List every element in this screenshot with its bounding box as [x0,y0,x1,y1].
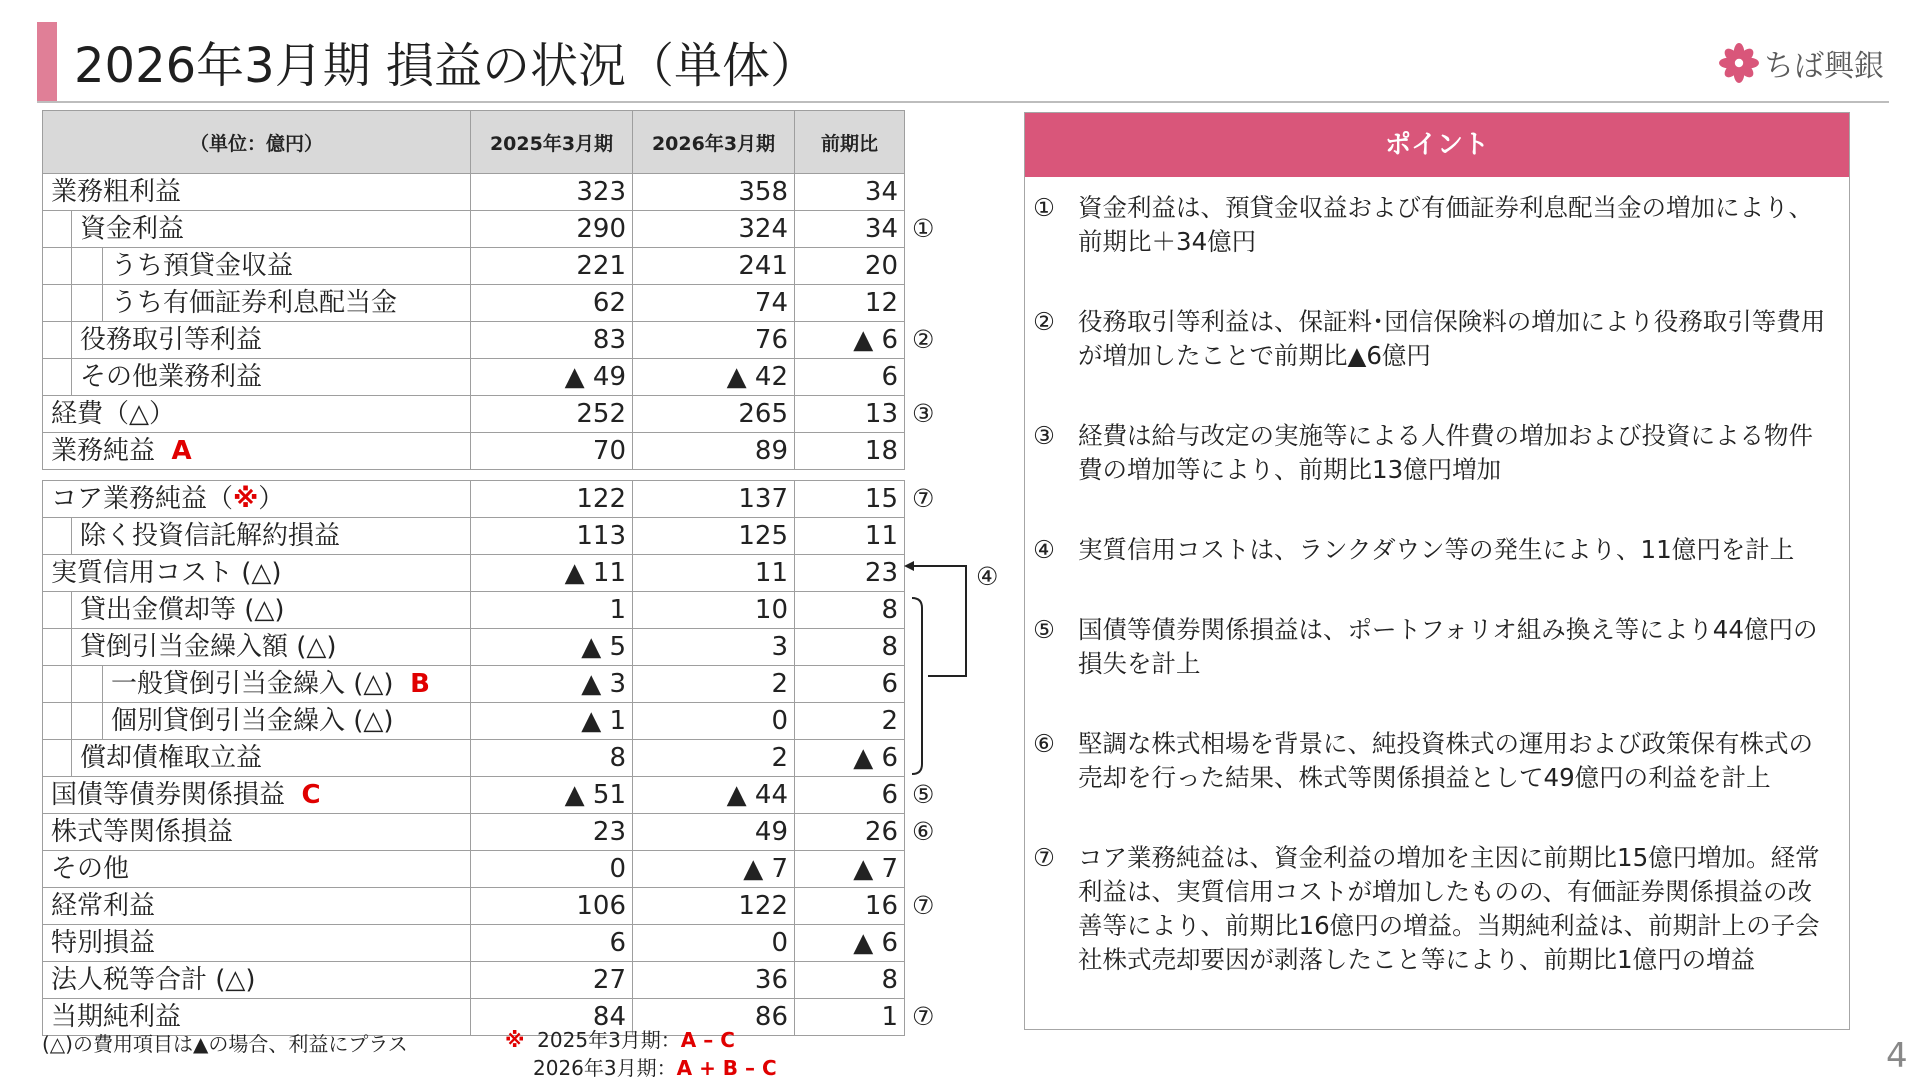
row-mark: ① [912,214,935,243]
fy2026-value: ▲ 44 [633,777,795,814]
footnote-formula [505,1026,777,1082]
table-row [43,888,905,925]
yoy-value: 12 [795,285,905,322]
fy2026-value: 358 [633,174,795,211]
yoy-value: ▲ 6 [795,322,905,359]
formula-2025-label: 2025年3月期： [537,1028,681,1052]
fy2025-value: 252 [471,396,633,433]
point-number: ④ [1033,535,1055,564]
yoy-value: 34 [795,174,905,211]
point-text: 実質信用コストは、ランクダウン等の発生により、11億円を計上 [1078,535,1795,564]
row-label: 償却債権取立益 [80,743,263,773]
point-number: ① [1033,193,1055,222]
row-mark: ⑦ [912,1002,935,1031]
row-mark: ⑦ [912,891,935,920]
point-item [1033,841,1833,977]
point-item [1033,727,1833,795]
row-label: 個別貸倒引当金繰入 (△) [111,706,394,736]
row-label: 特別損益 [51,928,156,958]
table-row [43,777,905,814]
row-mark: ⑦ [912,484,935,513]
point-item [1033,533,1833,567]
title-accent-bar [37,22,57,102]
row-label: その他 [51,854,130,884]
point-number: ⑦ [1033,843,1055,872]
income-table [42,110,905,1036]
fy2026-value: 122 [633,888,795,925]
row-label: 貸出金償却等 (△) [80,595,285,625]
point-text: コア業務純益は、資金利益の増加を主因に前期比15億円増加。経常利益は、実質信用コストが増加したものの、有価証券関係損益の改善等により、前期比16億円の増益。当期純利益は、前期計上の子会社株式売却要因が剥落したこと等により、前期比1億円の増益 [1078,843,1820,974]
footnote-cost-note: (△)の費用項目は▲の場合、利益にプラス [42,1032,408,1056]
unit-header: （単位：億円） [43,111,471,174]
table-row [43,174,905,211]
yoy-value: 6 [795,666,905,703]
fy2026-value: 3 [633,629,795,666]
fy2026-value: 10 [633,592,795,629]
fy2026-value: 76 [633,322,795,359]
fy2025-value: 290 [471,211,633,248]
fy2026-value: 324 [633,211,795,248]
row-tag: B [410,669,430,699]
yoy-value: 1 [795,999,905,1036]
table-row [43,396,905,433]
row-label: 法人税等合計 (△) [51,965,256,995]
point-item [1033,419,1833,487]
table-row [43,359,905,396]
table-row [43,285,905,322]
page-title: 2026年3月期 損益の状況（単体） [74,38,818,94]
fy2026-value: 0 [633,703,795,740]
fy2026-value: 265 [633,396,795,433]
table-row [43,555,905,592]
fy2026-value: ▲ 7 [633,851,795,888]
yoy-value: 20 [795,248,905,285]
table-row [43,740,905,777]
point-number: ⑥ [1033,729,1055,758]
yoy-value: 13 [795,396,905,433]
row-label: うち有価証券利息配当金 [111,288,398,318]
yoy-value: ▲ 6 [795,925,905,962]
point-text: 経費は給与改定の実施等による人件費の増加および投資による物件費の増加等により、前期比13億円増加 [1078,421,1813,484]
yoy-value: 2 [795,703,905,740]
fy2026-header: 2026年3月期 [633,111,795,174]
formula-2026-label: 2026年3月期： [533,1056,677,1080]
table-row [43,851,905,888]
point-item [1033,191,1833,259]
fy2025-value: ▲ 11 [471,555,633,592]
row-mark: ② [912,325,935,354]
table-row [43,248,905,285]
row-label: 経費（△） [51,399,175,429]
yoy-value: ▲ 7 [795,851,905,888]
row-label: 業務純益 [51,436,156,466]
company-logo [1718,38,1884,88]
table-row [43,666,905,703]
row-mark: ⑤ [912,780,935,809]
row-label: 当期純利益 [51,1002,182,1032]
fy2025-value: ▲ 3 [471,666,633,703]
table-row [43,814,905,851]
row-label: 除く投資信託解約損益 [80,521,341,551]
row-label: 国債等債券関係損益 [51,780,286,810]
credit-cost-bracket [900,560,970,780]
fy2025-value: 0 [471,851,633,888]
point-number: ② [1033,307,1055,336]
fy2026-value: ▲ 42 [633,359,795,396]
row-mark: ⑥ [912,817,935,846]
fy2026-value: 241 [633,248,795,285]
row-label: うち預貸金収益 [111,251,294,281]
fy2025-value: 62 [471,285,633,322]
point-text: 資金利益は、預貸金収益および有価証券利息配当金の増加により、前期比＋34億円 [1078,193,1813,256]
table-row [43,518,905,555]
yoy-value: 8 [795,629,905,666]
yoy-value: 16 [795,888,905,925]
yoy-value: 34 [795,211,905,248]
yoy-value: 11 [795,518,905,555]
points-header: ポイント [1025,113,1849,177]
row-tag: C [301,780,321,810]
yoy-value: ▲ 6 [795,740,905,777]
table-row [43,481,905,518]
yoy-value: 18 [795,433,905,470]
fy2025-value: 106 [471,888,633,925]
fy2026-value: 74 [633,285,795,322]
row-label-end: ） [258,484,285,514]
table-row [43,962,905,999]
fy2025-value: 70 [471,433,633,470]
row-label: 資金利益 [80,214,185,244]
yoy-value: 23 [795,555,905,592]
point-number: ③ [1033,421,1055,450]
point-number: ⑤ [1033,615,1055,644]
points-panel [1024,112,1850,1030]
fy2026-value: 86 [633,999,795,1036]
fy2025-value: 6 [471,925,633,962]
table-row [43,592,905,629]
row-tag: ※ [233,484,259,514]
fy2025-value: 323 [471,174,633,211]
fy2026-value: 2 [633,666,795,703]
fy2025-value: 8 [471,740,633,777]
row-label: 株式等関係損益 [51,817,234,847]
row-label: 一般貸倒引当金繰入 (△) [111,669,394,699]
fy2025-value: ▲ 1 [471,703,633,740]
fy2026-value: 11 [633,555,795,592]
fy2026-value: 137 [633,481,795,518]
yoy-value: 26 [795,814,905,851]
fy2026-value: 89 [633,433,795,470]
table-row [43,629,905,666]
row-label: 経常利益 [51,891,156,921]
table-header-row [43,111,905,174]
fy2025-header: 2025年3月期 [471,111,633,174]
page-number: 4 [1886,1036,1908,1076]
fy2026-value: 49 [633,814,795,851]
yoy-value: 8 [795,962,905,999]
row-label: 貸倒引当金繰入額 (△) [80,632,337,662]
fy2026-value: 36 [633,962,795,999]
row-mark: ③ [912,399,935,428]
fy2025-value: ▲ 51 [471,777,633,814]
fy2025-value: 1 [471,592,633,629]
fy2025-value: ▲ 5 [471,629,633,666]
row-label: 業務粗利益 [51,177,182,207]
fy2026-value: 0 [633,925,795,962]
table-row [43,211,905,248]
yoy-value: 15 [795,481,905,518]
fy2025-value: 122 [471,481,633,518]
formula-2026: A + B – C [676,1056,777,1080]
fy2025-value: ▲ 49 [471,359,633,396]
fy2025-value: 83 [471,322,633,359]
yoy-header: 前期比 [795,111,905,174]
fy2025-value: 221 [471,248,633,285]
formula-2025: A – C [680,1028,735,1052]
row-label: コア業務純益（ [51,484,234,514]
row-label: 実質信用コスト (△) [51,558,282,588]
point-text: 堅調な株式相場を背景に、純投資株式の運用および政策保有株式の売却を行った結果、株式等関係損益として49億円の利益を計上 [1078,729,1813,792]
kome-mark: ※ [505,1028,525,1052]
bracket-mark: ④ [976,562,999,591]
company-name: ちば興銀 [1764,49,1884,84]
fy2025-value: 113 [471,518,633,555]
row-tag: A [171,436,192,466]
fy2025-value: 23 [471,814,633,851]
fy2025-value: 84 [471,999,633,1036]
flower-logo-icon [1718,42,1760,84]
fy2025-value: 27 [471,962,633,999]
title-divider [37,101,1889,103]
table-row [43,322,905,359]
table-row [43,925,905,962]
point-text: 役務取引等利益は、保証料･団信保険料の増加により役務取引等費用が増加したことで前期比▲6億円 [1078,307,1826,370]
yoy-value: 6 [795,359,905,396]
fy2026-value: 2 [633,740,795,777]
table-row [43,703,905,740]
yoy-value: 8 [795,592,905,629]
fy2026-value: 125 [633,518,795,555]
row-label: 役務取引等利益 [80,325,263,355]
point-item [1033,613,1833,681]
point-text: 国債等債券関係損益は、ポートフォリオ組み換え等により44億円の損失を計上 [1078,615,1818,678]
row-label: その他業務利益 [80,362,263,392]
table-row [43,433,905,470]
point-item [1033,305,1833,373]
yoy-value: 6 [795,777,905,814]
